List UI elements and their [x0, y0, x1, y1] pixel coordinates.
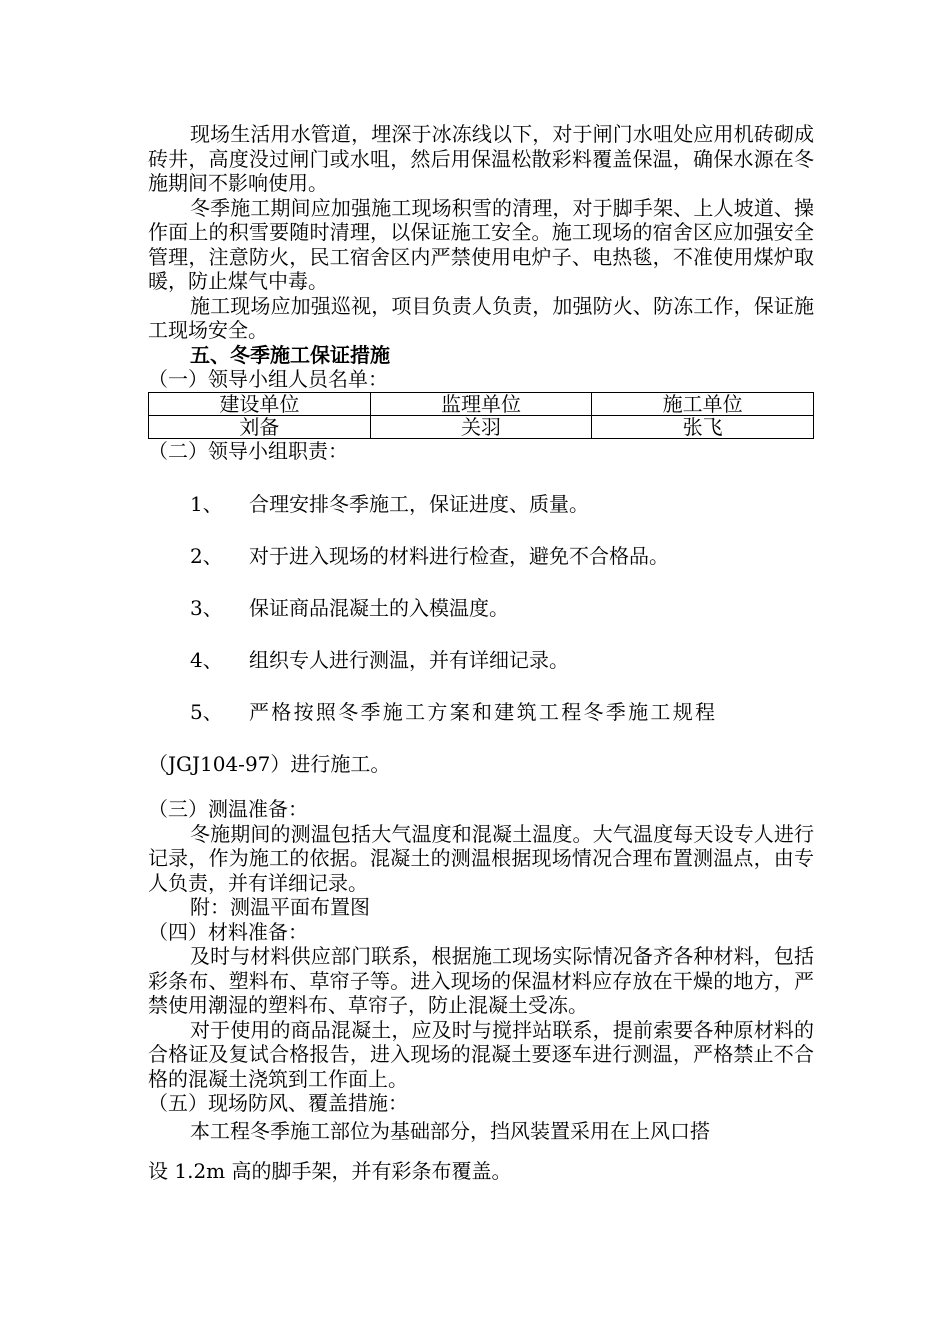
list-text: 对于进入现场的材料进行检查，避免不合格品。 — [249, 544, 669, 568]
leader-table — [148, 392, 814, 439]
subheading-temperature: （三）测温准备： — [148, 797, 308, 821]
list-number: 5、 — [190, 700, 223, 724]
paragraph-materials-1: 及时与材料供应部门联系，根据施工现场实际情况备齐各种材料，包括彩条布、塑料布、草帘子等。进入现场的保温材料应存放在干燥的地方，严禁使用潮湿的塑料布、草帘子，防止混凝土受冻。 — [148, 944, 814, 1017]
list-number: 2、 — [190, 544, 223, 568]
list-item — [148, 699, 814, 725]
list-item — [148, 595, 814, 621]
paragraph-materials-2: 对于使用的商品混凝土，应及时与搅拌站联系，提前索要各种原材料的合格证及复试合格报告，进入现场的混凝土要逐车进行测温，严格禁止不合格的混凝土浇筑到工作面上。 — [148, 1017, 814, 1091]
table-header-cell: 建设单位 — [149, 392, 371, 415]
table-cell: 关羽 — [370, 415, 592, 438]
paragraph-wind-line2: 设 1.2m 高的脚手架，并有彩条布覆盖。 — [148, 1158, 512, 1183]
list-text: 合理安排冬季施工，保证进度、质量。 — [249, 492, 589, 516]
table-header-row — [149, 392, 814, 415]
subheading-materials: （四）材料准备： — [148, 919, 308, 944]
list-number: 3、 — [190, 596, 223, 620]
paragraph-temperature: 冬施期间的测温包括大气温度和混凝土温度。大气温度每天设专人进行记录，作为施工的依据。混凝土的测温根据现场情况合理布置测温点，由专人负责，并有详细记录。 — [148, 821, 814, 895]
document-page — [148, 122, 814, 1186]
list-item-continuation: （JGJ104-97）进行施工。 — [148, 752, 391, 776]
paragraph-wind-line1: 本工程冬季施工部位为基础部分，挡风装置采用在上风口搭 — [190, 1118, 710, 1143]
list-text: 严格按照冬季施工方案和建筑工程冬季施工规程 — [249, 700, 718, 724]
subheading-duties: （二）领导小组职责： — [148, 438, 348, 463]
list-text: 保证商品混凝土的入模温度。 — [249, 596, 509, 620]
table-header-cell: 施工单位 — [592, 392, 814, 415]
attachment-note: 附：测温平面布置图 — [190, 895, 370, 919]
list-item — [148, 543, 814, 569]
list-number: 4、 — [190, 648, 223, 672]
paragraph-patrol: 施工现场应加强巡视，项目负责人负责，加强防火、防冻工作，保证施工现场安全。 — [148, 293, 814, 342]
list-number: 1、 — [190, 492, 223, 516]
section-title: 五、冬季施工保证措施 — [190, 342, 390, 367]
paragraph-water-pipes: 现场生活用水管道，埋深于冰冻线以下，对于闸门水咀处应用机砖砌成砖井，高度没过闸门或水咀，然后用保温松散彩料覆盖保温，确保水源在冬施期间不影响使用。 — [148, 122, 814, 195]
subheading-wind: （五）现场防风、覆盖措施： — [148, 1091, 408, 1115]
table-row — [149, 415, 814, 438]
subheading-leader-list: （一）领导小组人员名单： — [148, 367, 388, 391]
table-cell: 张飞 — [592, 415, 814, 438]
table-header-cell: 监理单位 — [370, 392, 592, 415]
list-item — [148, 647, 814, 673]
list-text: 组织专人进行测温，并有详细记录。 — [249, 648, 569, 672]
paragraph-snow-clearing: 冬季施工期间应加强施工现场积雪的清理，对于脚手架、上人坡道、操作面上的积雪要随时清理，以保证施工安全。施工现场的宿舍区应加强安全管理，注意防火，民工宿舍区内严禁使用电炉子、电热毯，不准使用煤炉取暖，防止煤气中毒。 — [148, 195, 814, 293]
table-cell: 刘备 — [149, 415, 371, 438]
list-item — [148, 491, 814, 517]
